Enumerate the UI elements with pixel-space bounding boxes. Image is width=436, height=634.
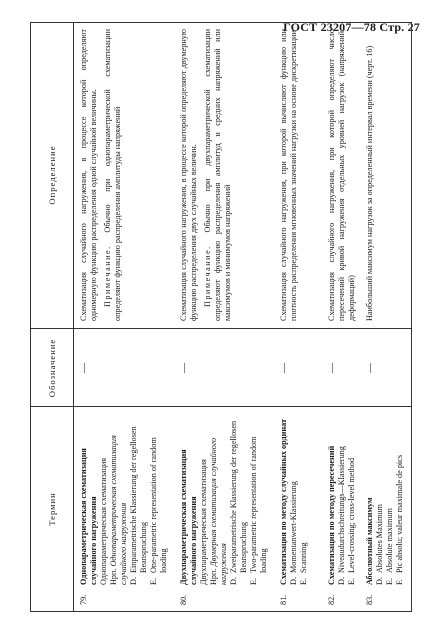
definition-text: Наибольший максимум нагрузок за определенный интервал времени (черт. 16) <box>365 45 374 321</box>
terms-table <box>30 22 412 612</box>
lang-value: Momentanwert-Klassierung <box>289 481 298 573</box>
definition-text: Схематизация случайного нагружения, в процессе которой определяют двумерную функцию распределения двух случайных величин. <box>179 29 198 321</box>
term-english <box>385 411 395 605</box>
term-title: Схематизация по методу случайных ординат <box>279 418 288 585</box>
term-deprecated <box>109 411 129 605</box>
term-cell <box>365 407 405 611</box>
lang-label: D. <box>375 577 384 585</box>
lang-value: Two-parametric representation of random loading <box>249 436 268 573</box>
term-english <box>249 411 269 605</box>
term-german <box>337 411 347 605</box>
term-synonym: Однопараметрическая схематизация <box>99 457 108 585</box>
term-number: 79. <box>79 594 88 605</box>
term-number: 82. <box>327 594 336 605</box>
definition-cell <box>365 21 375 329</box>
term-french <box>395 411 405 605</box>
term-title: Абсолютный максимум <box>365 497 374 585</box>
lang-label: E. <box>249 577 258 585</box>
definition-cell <box>79 21 123 329</box>
note-label: Примечание. <box>103 245 112 307</box>
lang-value: Absolutes Maximum <box>375 504 384 573</box>
lang-value: Pic absolu; valeur maximale de pics <box>395 454 404 573</box>
table-header <box>31 23 74 611</box>
deprecated-prefix: Нрп. <box>209 566 218 585</box>
page-header: ГОСТ 23207—78 Стр. 27 <box>283 20 420 34</box>
lang-label: D. <box>229 577 238 585</box>
term-number: 81. <box>279 594 288 605</box>
term-german <box>375 411 385 605</box>
definition-cell <box>179 21 233 329</box>
definition-text: Схематизация случайного нагружения, при которой определяют число пересечений кривой нагружения отдельных уровней нагрузок (напряжений, деформаций) <box>327 29 356 321</box>
lang-value: Scanning <box>299 542 308 573</box>
deprecated-term: Однопараметрическая схематизация случайного нагружения <box>109 435 128 585</box>
term-english <box>149 411 169 605</box>
term-german <box>129 411 149 605</box>
term-number: 83. <box>365 594 374 605</box>
symbol-cell: — <box>79 363 90 373</box>
term-cell <box>79 407 169 611</box>
term-deprecated <box>209 411 229 605</box>
lang-value: Absolute maximum <box>385 508 394 573</box>
definition-cell <box>327 21 357 329</box>
term-german <box>229 411 249 605</box>
term-german <box>289 411 299 605</box>
lang-value: Level-crossing; cross-level method <box>347 457 356 573</box>
term-title: Однопараметрическая схематизация случайного нагружения <box>79 448 98 585</box>
lang-label: E. <box>149 577 158 585</box>
header-symbol: Обозначение <box>46 338 57 398</box>
symbol-cell: — <box>179 363 190 373</box>
note-label: Примечание. <box>203 245 212 307</box>
term-cell <box>279 407 309 611</box>
term-cell <box>179 407 269 611</box>
term-english <box>347 411 357 605</box>
lang-label: E. <box>299 577 308 585</box>
definition-cell <box>279 21 299 329</box>
header-term: Термин <box>46 492 57 526</box>
term-number: 80. <box>179 594 188 605</box>
definition-note <box>203 29 233 321</box>
definition-note <box>103 29 123 321</box>
lang-label: E. <box>347 577 356 585</box>
note-text: Обычно при двухпараметрической схематизации определяют функцию распределения амплитуд и средних напряжений или максимумов и минимумов напряжений <box>203 29 232 321</box>
term-english <box>299 411 309 605</box>
definition-text: Схематизация случайного нагружения, в процессе которой определяют одномерную функцию распределения одной случайной величины. <box>79 29 98 321</box>
header-definition: Определение <box>46 145 57 205</box>
lang-value: Niveaudurchschreitungs—Klassierung <box>337 446 346 573</box>
note-text: Обычно при однопараметрической схематизации определяют функцию распределения амплитуды напряжений <box>103 28 122 321</box>
lang-value: One-parametric representation of random loading <box>149 437 168 573</box>
lang-label: D. <box>289 577 298 585</box>
deprecated-prefix: Нрп. <box>109 566 118 585</box>
definition-text: Схематизация случайного нагружения, при которой вычисляют функцию или плотность распределения мгновенных значений нагрузки на основе дискретизации <box>279 29 298 321</box>
lang-label: E. <box>385 577 394 585</box>
lang-label: F. <box>395 579 404 585</box>
deprecated-term: Двумерная схематизация случайного нагружения <box>209 437 228 585</box>
term-title: Двухпараметрическая схематизация случайного нагружения <box>179 449 198 585</box>
rotated-terms-table <box>30 22 412 612</box>
lang-value: Zweiparametrische Klassierung der regellosen Beanspruchung <box>229 420 248 573</box>
symbol-cell: — <box>327 363 338 373</box>
lang-label: D. <box>129 577 138 585</box>
term-cell <box>327 407 357 611</box>
lang-value: Einparametrische Klassierung der regellosen Beanspruchung <box>129 426 148 573</box>
symbol-cell: — <box>365 363 376 373</box>
lang-label: D. <box>337 577 346 585</box>
term-synonym: Двухпараметрическая схематизация <box>199 459 208 585</box>
symbol-cell: — <box>279 363 290 373</box>
term-title: Схематизация по методу пересечений <box>327 445 336 585</box>
